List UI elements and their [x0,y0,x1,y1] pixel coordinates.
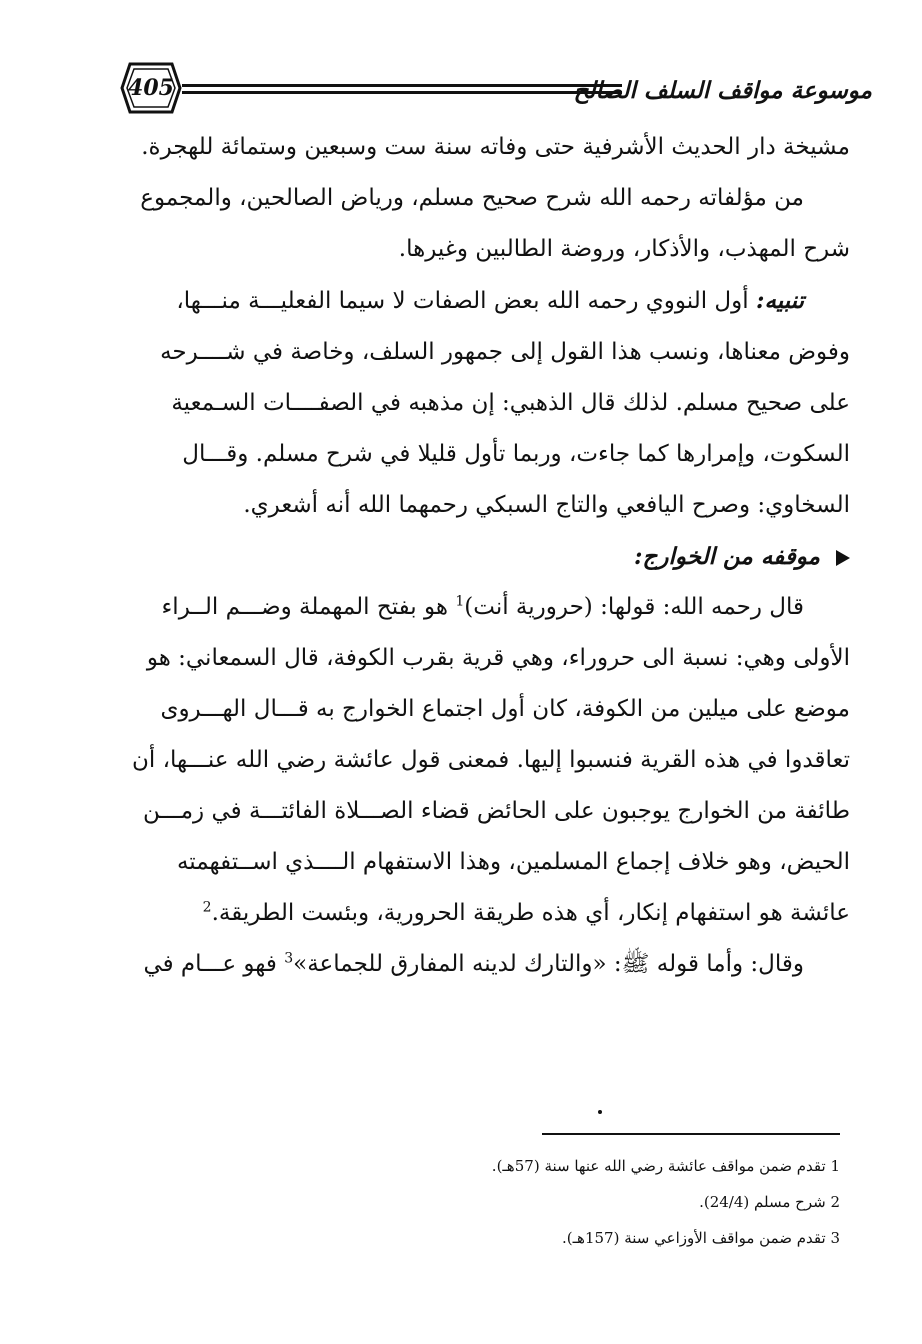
header-rule [182,84,622,96]
text-fragment: وقال: وأما قوله ﷺ: «والتارك لدينه المفارق للجماعة» [293,951,804,977]
triangle-bullet-icon [836,550,850,566]
text-line: الحيض، وهو خلاف إجماع المسلمين، وهذا الاستفهام الــــذي اســتفهمته [176,849,850,875]
text-line [106,939,850,990]
text-line: على صحيح مسلم. لذلك قال الذهبي: إن مذهبه في الصفــــات السـمعية [171,390,850,416]
text-line: طائفة من الخوارج يوجبون على الحائض قضاء الصـــلاة الفائتـــة في زمـــن [143,798,850,824]
text-line: شرح المهذب، والأذكار، وروضة الطالبين وغيرها. [398,236,850,262]
note-line [106,275,850,327]
text-fragment: هو بفتح المهملة وضـــم الــراء [161,594,449,620]
footnote-number: 1 [830,1157,840,1175]
footnote-ref[interactable]: 2 [202,899,212,916]
main-text [106,122,850,990]
text-line: السخاوي: وصرح اليافعي والتاج السبكي رحمهما الله أنه أشعري. [243,492,850,518]
text-line: من مؤلفاته رحمه الله شرح صحيح مسلم، ورياض الصالحين، والمجموع [140,185,804,211]
page-number-frame [120,60,182,116]
section-heading [106,531,850,582]
footnote-number: 2 [830,1193,840,1211]
footnote-item [300,1184,840,1220]
footnote-text: تقدم ضمن مواقف عائشة رضي الله عنها سنة (57هـ). [491,1157,826,1175]
footnotes [300,1148,840,1256]
footnote-number: 3 [830,1229,840,1247]
section-heading-text: موقفه من الخوارج: [634,543,820,570]
text-line: موضع على ميلين من الكوفة، كان أول اجتماع الخوارج به قـــال الهـــروى [160,696,850,722]
footnote-ref[interactable]: 1 [455,593,465,610]
stray-mark [598,1110,602,1114]
text-fragment: قال رحمه الله: قولها: (حرورية أنت) [464,594,804,620]
text-line: مشيخة دار الحديث الأشرفية حتى وفاته سنة ست وسبعين وستمائة للهجرة. [141,134,850,160]
quote-line [106,582,850,633]
footnote-item [300,1148,840,1184]
running-title: موسوعة مواقف السلف الصالح [573,77,872,104]
footnote-ref[interactable]: 3 [284,950,294,967]
text-fragment: فهو عـــام في [143,951,277,977]
text-line: وفوض معناها، ونسب هذا القول إلى جمهور السلف، وخاصة في شــــرحه [160,339,850,365]
text-line: تعاقدوا في هذه القرية فنسبوا إليها. فمعنى قول عائشة رضي الله عنـــها، أن [131,747,850,773]
text-fragment: عائشة هو استفهام إنكار، أي هذه طريقة الحرورية، وبئست الطريقة. [211,900,850,926]
footnote-text: تقدم ضمن مواقف الأوزاعي سنة (157هـ). [562,1229,826,1247]
footnote-item [300,1220,840,1256]
footnote-text: شرح مسلم (24/4). [699,1193,826,1211]
text-line: السكوت، وإمرارها كما جاءت، وربما تأول قليلا في شرح مسلم. وقـــال [182,441,850,467]
page-number: 405 [128,75,174,101]
text-line: الأولى وهي: نسبة الى حروراء، وهي قرية بقرب الكوفة، قال السمعاني: هو [146,645,850,671]
text-fragment: أول النووي رحمه الله بعض الصفات لا سيما الفعليـــة منـــها، [176,288,749,314]
footnote-divider [542,1133,840,1135]
page-header [0,0,922,130]
text-line [106,888,850,939]
note-label: تنبيه: [755,287,804,314]
